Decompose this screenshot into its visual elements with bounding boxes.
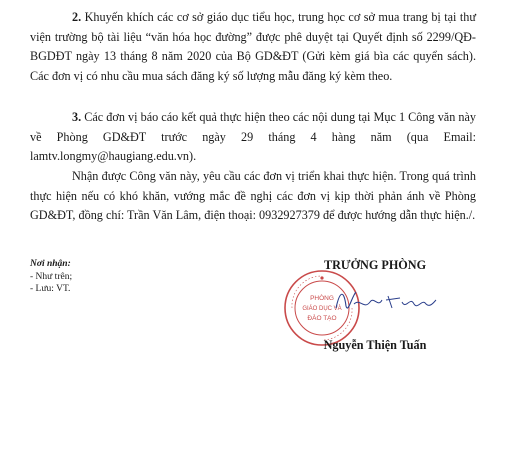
recipients-header: Nơi nhận: xyxy=(30,259,71,269)
stamp-line: GIÁO DỤC VÀ xyxy=(302,306,342,312)
closing-paragraph: Nhận được Công văn này, yêu cầu các đơn vị triển khai thực hiện. Trong quá trình thực hiện nếu có khó khăn, vướng mắc đề nghị các đơn vị kịp thời phản ánh về Phòng GD&ĐT, đồng chí: Trần Văn Lâm, điện thoại: 0932927379 để được hướng dẫn thực hiện./. xyxy=(30,169,476,223)
item-3-number: 3. xyxy=(72,110,82,124)
item-2-paragraph xyxy=(30,8,476,86)
recipient-item: - Như trên; xyxy=(30,271,73,282)
item-2-number: 2. xyxy=(72,10,82,24)
signer-title: TRƯỞNG PHÒNG xyxy=(323,258,427,272)
recipients-block xyxy=(30,258,180,296)
signer-name: Nguyễn Thiện Tuấn xyxy=(323,338,427,352)
item-3-text: Các đơn vị báo cáo kết quả thực hiện theo các nội dung tại Mục 1 Công văn này về Phòng GD&ĐT trước ngày 29 tháng 4 hàng năm (qua Email: lamtv.longmy@haugiang.edu.vn). xyxy=(30,110,476,164)
stamp-line: PHÒNG xyxy=(310,295,334,302)
item-2-text: Khuyến khích các cơ sở giáo dục tiểu học, trung học cơ sở mua trang bị tại thư viện trường bộ tài liệu “văn hóa học đường” được phê duyệt tại Quyết định số 2299/QĐ-BGDĐT ngày 13 tháng 8 năm 2020 của Bộ GD&ĐT (Gửi kèm giá bìa các quyển sách). Các đơn vị có nhu cầu mua sách đăng ký số lượng mẫu đăng ký kèm theo. xyxy=(30,10,476,83)
recipient-item: - Lưu: VT. xyxy=(30,284,71,294)
item-3-paragraph xyxy=(30,108,476,167)
handwritten-signature xyxy=(330,284,440,320)
stamp-line: ĐÀO TẠO xyxy=(307,315,337,322)
